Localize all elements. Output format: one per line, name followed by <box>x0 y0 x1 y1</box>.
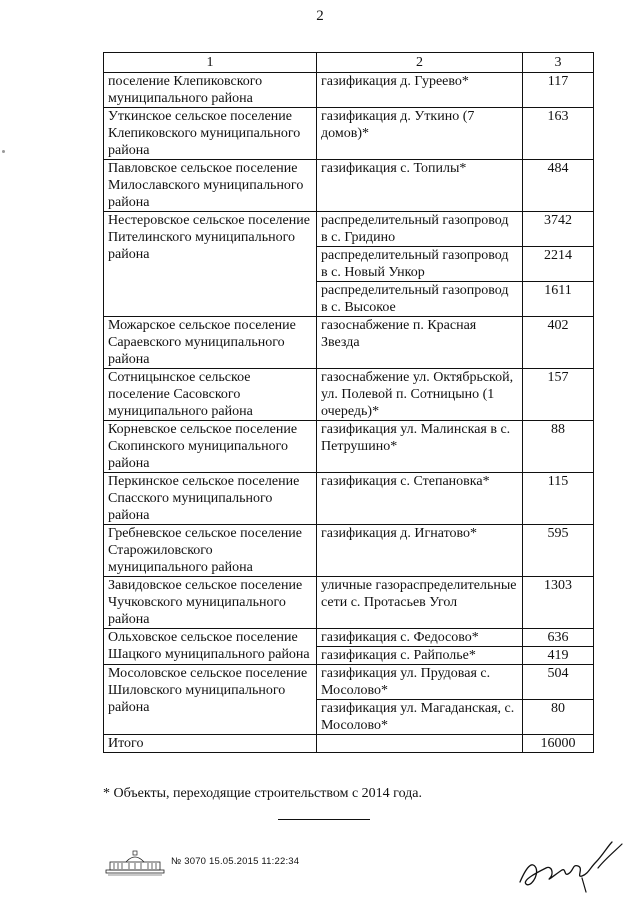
settlement-cell: Корневское сельское поселение Скопинского муниципального района <box>104 421 317 473</box>
footnote: * Объекты, переходящие строительством с 2014 года. <box>103 786 423 801</box>
column-header: 2 <box>317 53 523 73</box>
separator-line <box>278 819 370 820</box>
object-cell: газоснабжение п. Красная Звезда <box>317 317 523 369</box>
table-row <box>104 665 594 700</box>
settlement-cell: Нестеровское сельское поселение Пителинского муниципального района <box>104 212 317 317</box>
settlement-cell: поселение Клепиковского муниципального района <box>104 73 317 108</box>
settlement-cell: Можарское сельское поселение Сараевского муниципального района <box>104 317 317 369</box>
settlement-cell: Павловское сельское поселение Милославского муниципального района <box>104 160 317 212</box>
table-row <box>104 525 594 577</box>
amount-cell: 117 <box>523 73 594 108</box>
object-cell: распределительный газопровод в с. Новый Ункор <box>317 247 523 282</box>
amount-cell: 1611 <box>523 282 594 317</box>
total-amount: 16000 <box>523 735 594 753</box>
amount-cell: 3742 <box>523 212 594 247</box>
settlement-cell: Сотницынское сельское поселение Сасовского муниципального района <box>104 369 317 421</box>
total-empty-cell <box>317 735 523 753</box>
amount-cell: 157 <box>523 369 594 421</box>
total-row <box>104 735 594 753</box>
amount-cell: 402 <box>523 317 594 369</box>
amount-cell: 595 <box>523 525 594 577</box>
total-label: Итого <box>104 735 317 753</box>
amount-cell: 88 <box>523 421 594 473</box>
settlement-cell: Перкинское сельское поселение Спасского муниципального района <box>104 473 317 525</box>
settlement-cell: Мосоловское сельское поселение Шиловского муниципального района <box>104 665 317 735</box>
table-row <box>104 212 594 247</box>
handwritten-signature-icon <box>512 838 627 896</box>
table-row <box>104 73 594 108</box>
object-cell: газификация д. Гуреево* <box>317 73 523 108</box>
object-cell: газоснабжение ул. Октябрьской, ул. Полевой п. Сотницыно (1 очередь)* <box>317 369 523 421</box>
table-row <box>104 160 594 212</box>
object-cell: газификация с. Степановка* <box>317 473 523 525</box>
amount-cell: 80 <box>523 700 594 735</box>
object-cell: газификация д. Уткино (7 домов)* <box>317 108 523 160</box>
amount-cell: 1303 <box>523 577 594 629</box>
table-row <box>104 108 594 160</box>
amount-cell: 419 <box>523 647 594 665</box>
amount-cell: 504 <box>523 665 594 700</box>
amount-cell: 2214 <box>523 247 594 282</box>
object-cell: газификация с. Федосово* <box>317 629 523 647</box>
object-cell: газификация ул. Магаданская, с. Мосолово* <box>317 700 523 735</box>
amount-cell: 163 <box>523 108 594 160</box>
object-cell: газификация д. Игнатово* <box>317 525 523 577</box>
column-header: 3 <box>523 53 594 73</box>
table-row <box>104 317 594 369</box>
settlement-cell: Ольховское сельское поселение Шацкого муниципального района <box>104 629 317 665</box>
object-cell: распределительный газопровод в с. Высокое <box>317 282 523 317</box>
object-cell: газификация ул. Прудовая с. Мосолово* <box>317 665 523 700</box>
government-building-icon <box>104 850 166 876</box>
table-body <box>104 73 594 753</box>
column-header: 1 <box>104 53 317 73</box>
object-cell: газификация с. Райполье* <box>317 647 523 665</box>
object-cell: газификация ул. Малинская в с. Петрушино* <box>317 421 523 473</box>
table-row <box>104 629 594 647</box>
amount-cell: 484 <box>523 160 594 212</box>
table-row <box>104 421 594 473</box>
scan-speck <box>2 150 5 153</box>
object-cell: газификация с. Топилы* <box>317 160 523 212</box>
settlement-cell: Уткинское сельское поселение Клепиковского муниципального района <box>104 108 317 160</box>
table-row <box>104 369 594 421</box>
amount-cell: 115 <box>523 473 594 525</box>
object-cell: уличные газораспределительные сети с. Протасьев Угол <box>317 577 523 629</box>
table-row <box>104 577 594 629</box>
settlement-cell: Завидовское сельское поселение Чучковского муниципального района <box>104 577 317 629</box>
distribution-table <box>103 52 594 753</box>
object-cell: распределительный газопровод в с. Гридино <box>317 212 523 247</box>
amount-cell: 636 <box>523 629 594 647</box>
settlement-cell: Гребневское сельское поселение Старожиловского муниципального района <box>104 525 317 577</box>
table-row <box>104 473 594 525</box>
page-number: 2 <box>316 8 324 24</box>
table-header-row <box>104 53 594 73</box>
registration-stamp-text: № 3070 15.05.2015 11:22:34 <box>171 856 300 867</box>
